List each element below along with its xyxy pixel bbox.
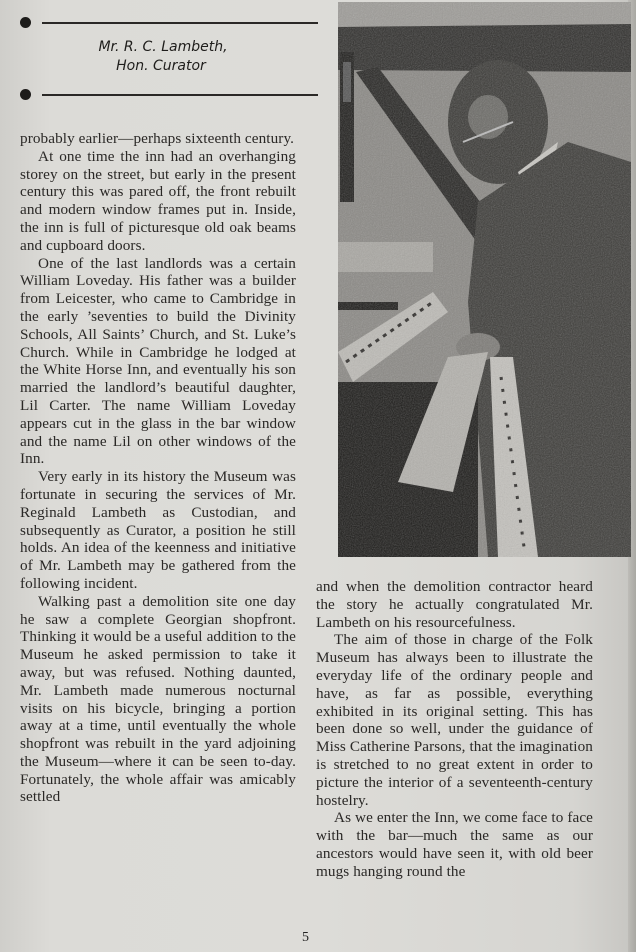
caption-rule-top [20, 17, 318, 29]
paragraph: Walking past a demolition site one day he saw a complete Georgian shopfront. Thinking it would be a useful addition to the Museum he asked permission to take it away, but was refused. Nothing daunted, Mr. Lambeth made numerous nocturnal visits on his bicycle, bringing a portion away at a time, until eventually the whole shopfront was rebuilt in the yard adjoining the Museum—where it can be seen to-day. Fortunately, the whole affair was amicably settled [20, 592, 296, 806]
paragraph: and when the demolition contractor heard the story he actually congratulated Mr. Lambeth on his resourcefulness. [316, 578, 593, 631]
paragraph: At one time the inn had an overhanging storey on the street, but early in the present century this was pared off, the front rebuilt and modern window frames put in. Inside, the inn is full of picturesque old oak beams and cupboard doors. [20, 147, 296, 254]
paragraph: probably earlier—perhaps sixteenth century. [20, 130, 295, 147]
paragraph: The aim of those in charge of the Folk Museum has always been to illustrate the everyday life of the ordinary people and have, as far as possible, everything exhibited in its original setting. This has been done so well, under the guidance of Miss Catherine Parsons, that the imagination is stretched to no great extent in order to picture the interior of a seventeenth-century hostelry. [316, 631, 593, 809]
paragraph: Very early in its history the Museum was fortunate in securing the services of Mr. Reginald Lambeth as Custodian, and subsequently as Curator, a position he still holds. An idea of the keenness and initiative of Mr. Lambeth may be gathered from the following incident. [20, 468, 296, 592]
caption-name: Mr. R. C. Lambeth, [98, 39, 228, 55]
paragraph: As we enter the Inn, we come face to face with the bar—much the same as our ancestors would have seen it, with old beer mugs hanging round the [316, 809, 593, 880]
rule-line [42, 22, 318, 24]
caption-role: Hon. Curator [116, 58, 206, 74]
photo-illustration [338, 2, 631, 557]
paragraph: One of the last landlords was a certain William Loveday. His father was a builder from Leicester, who came to Cambridge in the early ’seventies to build the Divinity Schools, All Saints’ Church, and St. Luke’s Church. While in Cambridge he lodged at the White Horse Inn, and eventually his son married the landlord’s beautiful daughter, Lil Carter. The name William Loveday appears cut in the glass in the bar window and the name Lil on other windows of the Inn. [20, 254, 296, 468]
page-number: 5 [302, 930, 309, 945]
bullet-dot [20, 89, 31, 100]
caption-rule-bottom [20, 89, 318, 101]
curator-photograph [338, 2, 631, 557]
photo-caption [20, 38, 318, 76]
bullet-dot [20, 17, 31, 28]
right-text-column [316, 578, 593, 881]
rule-line [42, 94, 318, 96]
left-text-column [20, 130, 296, 806]
